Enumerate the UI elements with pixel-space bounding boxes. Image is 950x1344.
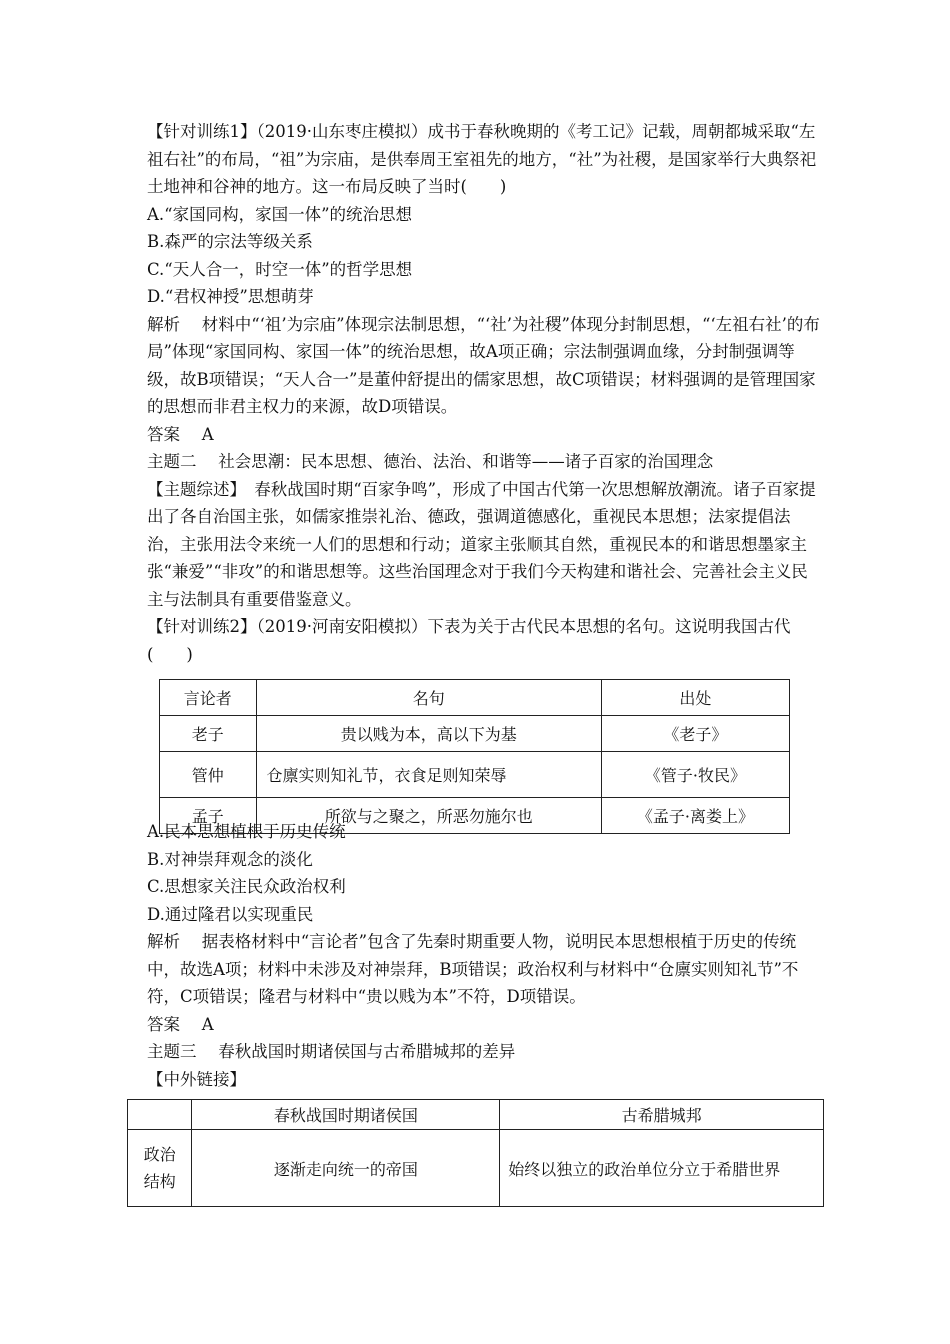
table-header-row — [128, 1100, 824, 1130]
practice1-option-d: D.“君权神授”思想萌芽 — [147, 287, 314, 306]
header-greek-poleis: 古希腊城邦 — [500, 1100, 824, 1130]
practice1-answer — [147, 421, 823, 449]
answer-value: A — [201, 424, 214, 444]
practice2-option-d: D.通过隆君以实现重民 — [147, 904, 314, 924]
cell-quote: 所欲与之聚之，所恶勿施尔也 — [256, 798, 601, 834]
header-source: 出处 — [601, 680, 789, 716]
cell-speaker: 孟子 — [160, 798, 257, 834]
practice1-analysis — [147, 311, 823, 421]
analysis-text: 材料中“‘祖’为宗庙”体现宗法制思想，“‘社’为社稷”体现分封制思想，“‘左祖右社’的布局”体现“家国同构、家国一体”的统治思想，故A项正确；宗法制强调血缘，分封制强调等级，故B项错误；“天人合一”是董仲舒提出的儒家思想，故C项错误；材料强调的是管理国家的思想而非君主权力的来源，故D项错误。 — [147, 314, 820, 416]
link-title: 【中外链接】 — [147, 1069, 246, 1089]
row-label-line: 结构 — [143, 1172, 176, 1191]
practice2-option-c: C.思想家关注民众政治权利 — [147, 877, 346, 896]
cell-zhou-states: 逐渐走向统一的帝国 — [192, 1130, 500, 1207]
cell-source: 《孟子·离娄上》 — [601, 798, 789, 834]
topic2-heading — [147, 448, 823, 476]
topic3-label: 主题三 — [147, 1042, 197, 1061]
practice2-analysis — [147, 928, 823, 1011]
cell-quote: 仓廪实则知礼节，衣食足则知荣辱 — [256, 752, 601, 798]
practice1-title: 【针对训练1】 — [147, 122, 257, 141]
table-header-row — [160, 680, 790, 716]
cell-speaker: 老子 — [160, 716, 257, 752]
practice2-option-a: A.民本思想植根于历史传统 — [147, 822, 346, 841]
cell-speaker: 管仲 — [160, 752, 257, 798]
header-blank — [128, 1100, 192, 1130]
topic3-heading — [147, 1038, 823, 1066]
row-label-line: 政治 — [143, 1145, 176, 1164]
table-row — [160, 752, 790, 798]
comparison-table — [127, 1099, 824, 1207]
practice2-answer — [147, 1011, 823, 1039]
practice2-option-b: B.对神崇拜观念的淡化 — [147, 849, 313, 869]
practice1-option-c: C.“天人合一，时空一体”的哲学思想 — [147, 259, 413, 279]
analysis-text: 据表格材料中“言论者”包含了先秦时期重要人物，说明民本思想根植于历史的传统中，故选A项；材料中未涉及对神崇拜，B项错误；政治权利与材料中“仓廪实则知礼节”不符，C项错误；隆君与材料中“贵以贱为本”不符，D项错误。 — [147, 932, 799, 1006]
practice1-stem: （2019·山东枣庄模拟）成书于春秋晚期的《考工记》记载，周朝都城采取“左祖右社”的布局，“祖”为宗庙，是供奉周王室祖先的地方，“社”为社稷，是国家举行大典祭祀土地神和谷神的地方。这一布局反映了当时( ) — [147, 122, 817, 196]
cell-source: 《老子》 — [601, 716, 789, 752]
cell-source: 《管子·牧民》 — [601, 752, 789, 798]
header-zhou-states: 春秋战国时期诸侯国 — [192, 1100, 500, 1130]
practice2-after-table — [147, 818, 823, 1093]
practice1-paragraph — [147, 118, 823, 201]
cell-greek-poleis: 始终以独立的政治单位分立于希腊世界 — [500, 1130, 824, 1207]
summary-text: 春秋战国时期“百家争鸣”，形成了中国古代第一次思想解放潮流。诸子百家提出了各自治国主张，如儒家推崇礼治、德政，强调道德感化，重视民本思想；法家提倡法治，主张用法令来统一人们的思想和行动；道家主张顺其自然，重视民本的和谐思想墨家主张“兼爱”“非攻”的和谐思想等。这些治国理念对于我们今天构建和谐社会、完善社会主义民主与法制具有重要借鉴意义。 — [147, 479, 816, 609]
practice2-stem: （2019·河南安阳模拟）下表为关于古代民本思想的名句。这说明我国古代( ) — [147, 617, 791, 664]
page-body — [147, 118, 823, 668]
analysis-label: 解析 — [147, 932, 180, 951]
summary-paragraph — [147, 476, 823, 614]
answer-label: 答案 — [147, 1014, 180, 1034]
table-row — [128, 1130, 824, 1207]
answer-value: A — [201, 1014, 214, 1034]
topic3-title: 春秋战国时期诸侯国与古希腊城邦的差异 — [218, 1042, 516, 1061]
quotes-table — [159, 679, 790, 834]
header-speaker: 言论者 — [160, 680, 257, 716]
topic2-title: 社会思潮：民本思想、德治、法治、和谐等——诸子百家的治国理念 — [218, 452, 714, 471]
table-row — [160, 716, 790, 752]
practice2-paragraph — [147, 613, 823, 668]
practice1-option-b: B.森严的宗法等级关系 — [147, 232, 313, 251]
practice1-option-a: A.“家国同构，家国一体”的统治思想 — [147, 204, 413, 224]
summary-title: 【主题综述】 — [147, 479, 238, 499]
header-quote: 名句 — [256, 680, 601, 716]
cell-quote: 贵以贱为本，高以下为基 — [256, 716, 601, 752]
row-label — [128, 1130, 192, 1207]
practice2-title: 【针对训练2】 — [147, 617, 257, 636]
topic2-label: 主题二 — [147, 452, 197, 471]
analysis-label: 解析 — [147, 314, 180, 334]
answer-label: 答案 — [147, 424, 180, 444]
